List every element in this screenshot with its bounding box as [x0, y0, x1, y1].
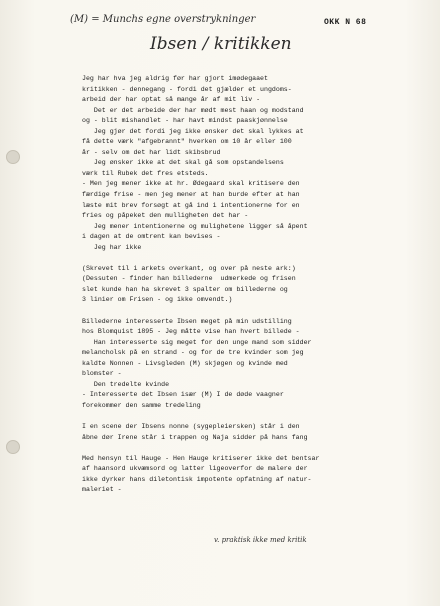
- blank-line: [82, 306, 432, 317]
- text-line: Jeg mener intentionerne og mulighetene ligger så åpent: [82, 222, 308, 230]
- text-line: år - selv om det har lidt skibsbrud: [82, 148, 221, 156]
- text-line: forekommer den samme tredeling: [82, 401, 201, 409]
- text-line: melancholsk på en strand - og for de tre kvinder som jeg: [82, 349, 304, 357]
- handwritten-insertion: v. praktisk ikke med kritik: [214, 536, 307, 544]
- blank-line: [82, 443, 432, 454]
- text-line: 3 linier om Frisen - og ikke omvendt.): [82, 296, 233, 304]
- punch-hole: [6, 440, 20, 454]
- text-line: Jeg gjør det fordi jeg ikke ønsker det skal lykkes at: [82, 127, 304, 135]
- text-line: kaldte Nonnen - Livsgleden (M) skjøgen og kvinde med: [82, 359, 288, 367]
- text-line: Billederne interesserte Ibsen meget på min udstilling: [82, 317, 292, 325]
- text-line: ikke dyrker hans diletontisk impotente opfatning af natur-: [82, 475, 312, 483]
- text-line: fries og påpeket den mulligheten det har -: [82, 212, 249, 220]
- text-line: Jeg har hva jeg aldrig før har gjort imødegaaet: [82, 75, 268, 82]
- text-line: slet kunde han ha skrevet 3 spalter om billederne og: [82, 285, 288, 293]
- text-line: (Dessuten - finder han billederne udmerkede og frisen: [82, 275, 296, 283]
- archive-stamp: OKK N 68: [324, 18, 367, 27]
- text-line: maleriet -: [82, 486, 122, 494]
- text-line: kritikken - dennegang - fordi det gjælder et ungdoms-: [82, 85, 292, 93]
- typed-text: [82, 74, 432, 496]
- blank-line: [82, 412, 432, 423]
- text-line: få dette værk "afgebrannt" hverken om 10 år eller 100: [82, 138, 292, 146]
- text-line: Jeg har ikke: [82, 243, 142, 251]
- handwritten-title: Ibsen / kritikken: [150, 34, 292, 54]
- punch-hole: [6, 150, 20, 164]
- text-line: arbeid der har optat så mange år af mit liv -: [82, 96, 261, 104]
- blank-line: [82, 253, 432, 264]
- text-line: læste mit brev forsøgt at gå ind i intentionerne for en: [82, 201, 300, 209]
- text-line: af haansord ukvæmsord og latter ligeoverfor de malere der: [82, 465, 308, 473]
- text-line: og - blit mishandlet - har havt mindst paaskjønnelse: [82, 117, 288, 125]
- text-line: færdige frise - men jeg mener at han burde efter at han: [82, 191, 300, 199]
- text-line: Med hensyn til Hauge - Hen Hauge kritiserer ikke det bentsar: [82, 454, 320, 462]
- text-line: Han interesserte sig meget for den unge mand som sidder: [82, 338, 312, 346]
- text-line: hos Blomquist 1895 - Jeg måtte vise han hvert billede -: [82, 328, 300, 336]
- handwritten-note: (M) = Munchs egne overstrykninger: [70, 14, 256, 25]
- text-line: - Men jeg mener ikke at hr. Ødegaard skal kritisere den: [82, 180, 300, 188]
- text-line: i dagen at de omtrent kan bevises -: [82, 233, 221, 241]
- text-line: I en scene der Ibsens nonne (sygepleiersken) står i den: [82, 423, 300, 431]
- text-line: Jeg ønsker ikke at det skal gå som opstandelsens: [82, 159, 284, 167]
- text-line: Den tredelte kvinde: [82, 380, 170, 388]
- text-line: Det er det arbeide der har mødt mest haan og modstand: [82, 106, 304, 114]
- text-line: (Skrevet til i arkets overkant, og over på neste ark:): [82, 264, 296, 272]
- text-line: blomster -: [82, 370, 122, 378]
- text-line: åbne dør Irene står i trappen og Naja sidder på hans fang: [82, 433, 308, 441]
- text-line: værk til Rubek det fres etsteds.: [82, 169, 209, 177]
- text-line: - Interesserte det Ibsen især (M) I de døde vaagner: [82, 391, 284, 399]
